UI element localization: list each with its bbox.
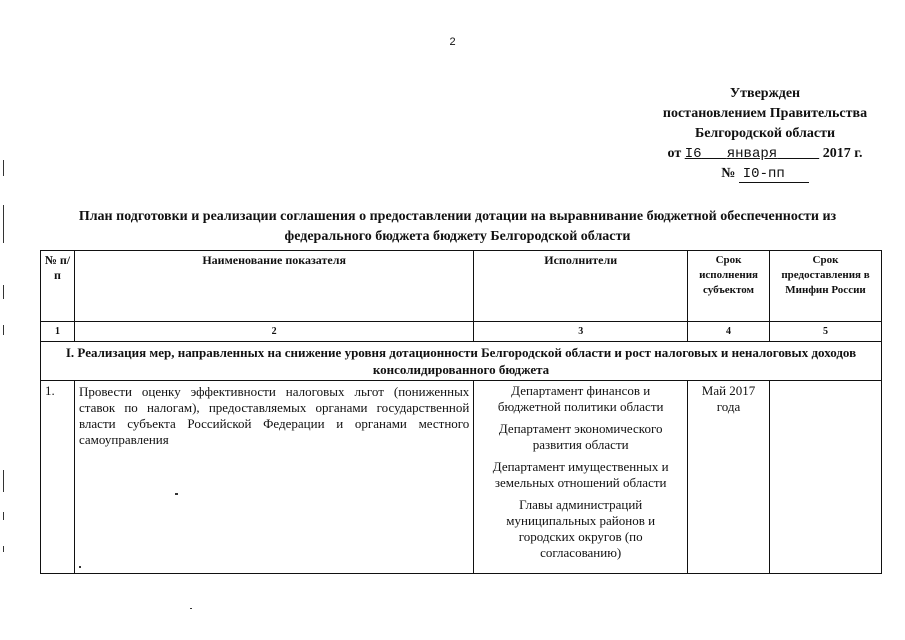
row-executors xyxy=(474,381,688,574)
executor-item: Главы администраций муниципальных районов и городских округов (по согласованию) xyxy=(506,497,656,560)
scan-mark xyxy=(79,566,81,568)
approval-number-prefix: № xyxy=(721,166,736,181)
document-title: План подготовки и реализации соглашения о предоставлении дотации на выравнивание бюджетной обеспеченности из федерального бюджета бюджету Белгородской области xyxy=(78,209,837,244)
column-number-row xyxy=(41,322,882,342)
row-number: 1. xyxy=(41,381,75,574)
header-executors: Исполнители xyxy=(474,251,688,322)
approval-date xyxy=(640,144,890,164)
approval-number-value: I0-пп xyxy=(739,166,809,183)
executor-item: Департамент имущественных и земельных отношений области xyxy=(492,459,669,490)
approval-line-1: Утвержден xyxy=(729,86,801,101)
header-minfin-deadline: Срок предоставления в Минфин России xyxy=(770,251,882,322)
table-row xyxy=(41,381,882,574)
scan-mark xyxy=(3,470,4,492)
executor-item: Департамент финансов и бюджетной политики области xyxy=(497,383,664,414)
approval-date-prefix: от xyxy=(667,146,682,161)
scan-mark xyxy=(3,325,4,335)
row-indicator: Провести оценку эффективности налоговых льгот (пониженных ставок по налогам), предоставляемых органами государственной власти субъекта Российской Федерации и органами местного самоуправления xyxy=(74,381,473,574)
section-row xyxy=(41,342,882,381)
column-number: 4 xyxy=(688,322,770,342)
row-minfin-deadline xyxy=(770,381,882,574)
column-number: 2 xyxy=(74,322,473,342)
approval-block xyxy=(640,84,890,184)
column-number: 1 xyxy=(41,322,75,342)
scan-mark xyxy=(3,285,4,299)
scan-mark xyxy=(175,493,178,495)
page-number: 2 xyxy=(449,36,456,48)
row-deadline: Май 2017 года xyxy=(688,381,770,574)
approval-number xyxy=(640,164,890,184)
plan-table xyxy=(40,250,882,574)
column-number: 3 xyxy=(474,322,688,342)
column-number: 5 xyxy=(770,322,882,342)
approval-line-3: Белгородской области xyxy=(694,126,836,141)
table-header-row xyxy=(41,251,882,322)
executor-item: Департамент экономического развития области xyxy=(498,421,663,452)
approval-date-year: 2017 г. xyxy=(822,146,863,161)
header-num: № п/п xyxy=(41,251,75,322)
scan-mark xyxy=(3,205,4,243)
scan-mark xyxy=(190,608,192,609)
header-deadline: Срок исполнения субъектом xyxy=(688,251,770,322)
section-title: I. Реализация мер, направленных на снижение уровня дотационности Белгородской области и рост налоговых и неналоговых доходов консолидированного бюджета xyxy=(41,342,882,381)
approval-line-2: постановлением Правительства xyxy=(662,106,868,121)
scan-mark xyxy=(3,160,4,176)
header-indicator: Наименование показателя xyxy=(74,251,473,322)
scan-mark xyxy=(3,546,4,552)
scan-mark xyxy=(3,512,4,520)
approval-date-day: I6 января xyxy=(684,146,778,162)
